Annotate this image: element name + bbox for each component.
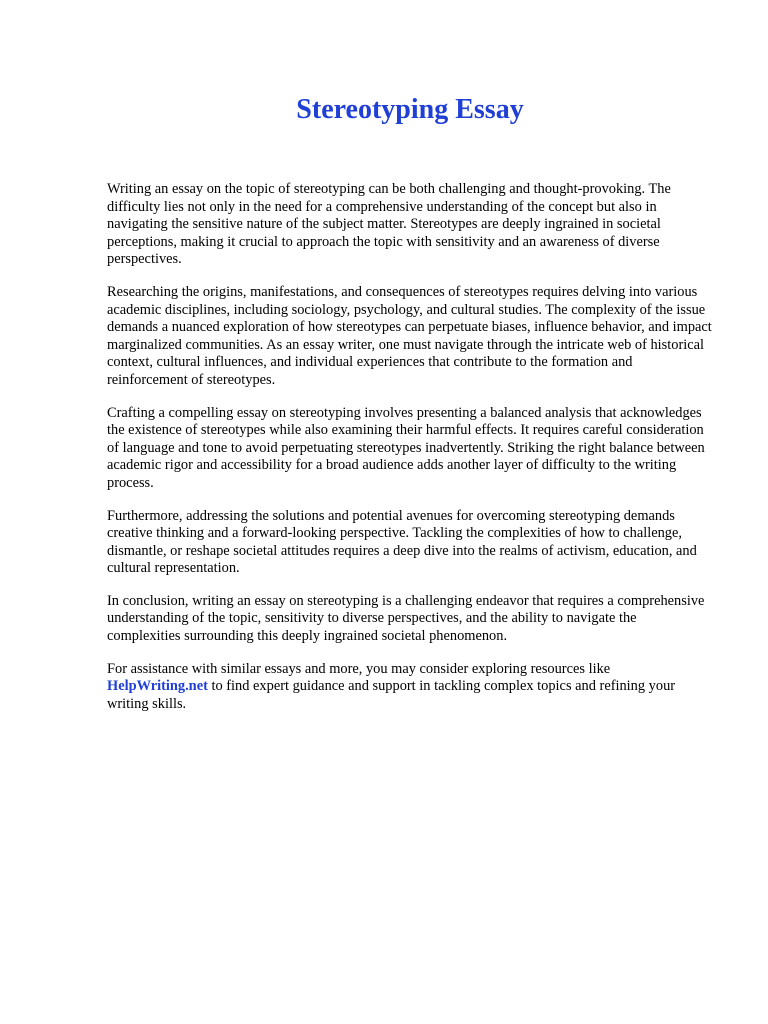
paragraph-3: Crafting a compelling essay on stereotyping involves presenting a balanced analysis that acknowledges the existence of stereotypes while also examining their harmful effects. It requires careful consideration of language and tone to avoid perpetuating stereotypes inadvertently. Striking the right balance between academic rigor and accessibility for a broad audience adds another layer of difficulty to the writing process.: [107, 404, 705, 491]
paragraph-2: Researching the origins, manifestations, and consequences of stereotypes requires delving into various academic disciplines, including sociology, psychology, and cultural studies. The complexity of the issue demands a nuanced exploration of how stereotypes can perpetuate biases, influence behavior, and impact marginalized communities. As an essay writer, one must navigate through the intricate web of historical context, cultural influences, and individual experiences that contribute to the formation and reinforcement of stereotypes.: [107, 283, 712, 388]
closing-text-after-link: to find expert guidance and support in tackling complex topics and refining your writing skills.: [107, 678, 676, 712]
page-title: Stereotyping Essay: [296, 94, 524, 125]
closing-text-before-link: For assistance with similar essays and more, you may consider exploring resources like: [107, 660, 611, 677]
closing-paragraph: [107, 661, 713, 714]
paragraph-5: In conclusion, writing an essay on stereotyping is a challenging endeavor that requires a comprehensive understanding of the topic, sensitivity to diverse perspectives, and the ability to navigate the complexities surrounding this deeply ingrained societal phenomenon.: [107, 592, 705, 645]
paragraph-1: Writing an essay on the topic of stereotyping can be both challenging and thought-provoking. The difficulty lies not only in the need for a comprehensive understanding of the concept but also in navigating the sensitive nature of the subject matter. Stereotypes are deeply ingrained in societal perceptions, making it crucial to approach the topic with sensitivity and an awareness of diverse perspectives.: [107, 181, 671, 268]
essay-body: [107, 181, 713, 728]
paragraph-4: Furthermore, addressing the solutions and potential avenues for overcoming stereotyping demands creative thinking and a forward-looking perspective. Tackling the complexities of how to challenge, dismantle, or reshape societal attitudes requires a deep dive into the realms of activism, education, and cultural representation.: [107, 507, 697, 577]
helpwriting-link[interactable]: HelpWriting.net: [107, 678, 208, 695]
